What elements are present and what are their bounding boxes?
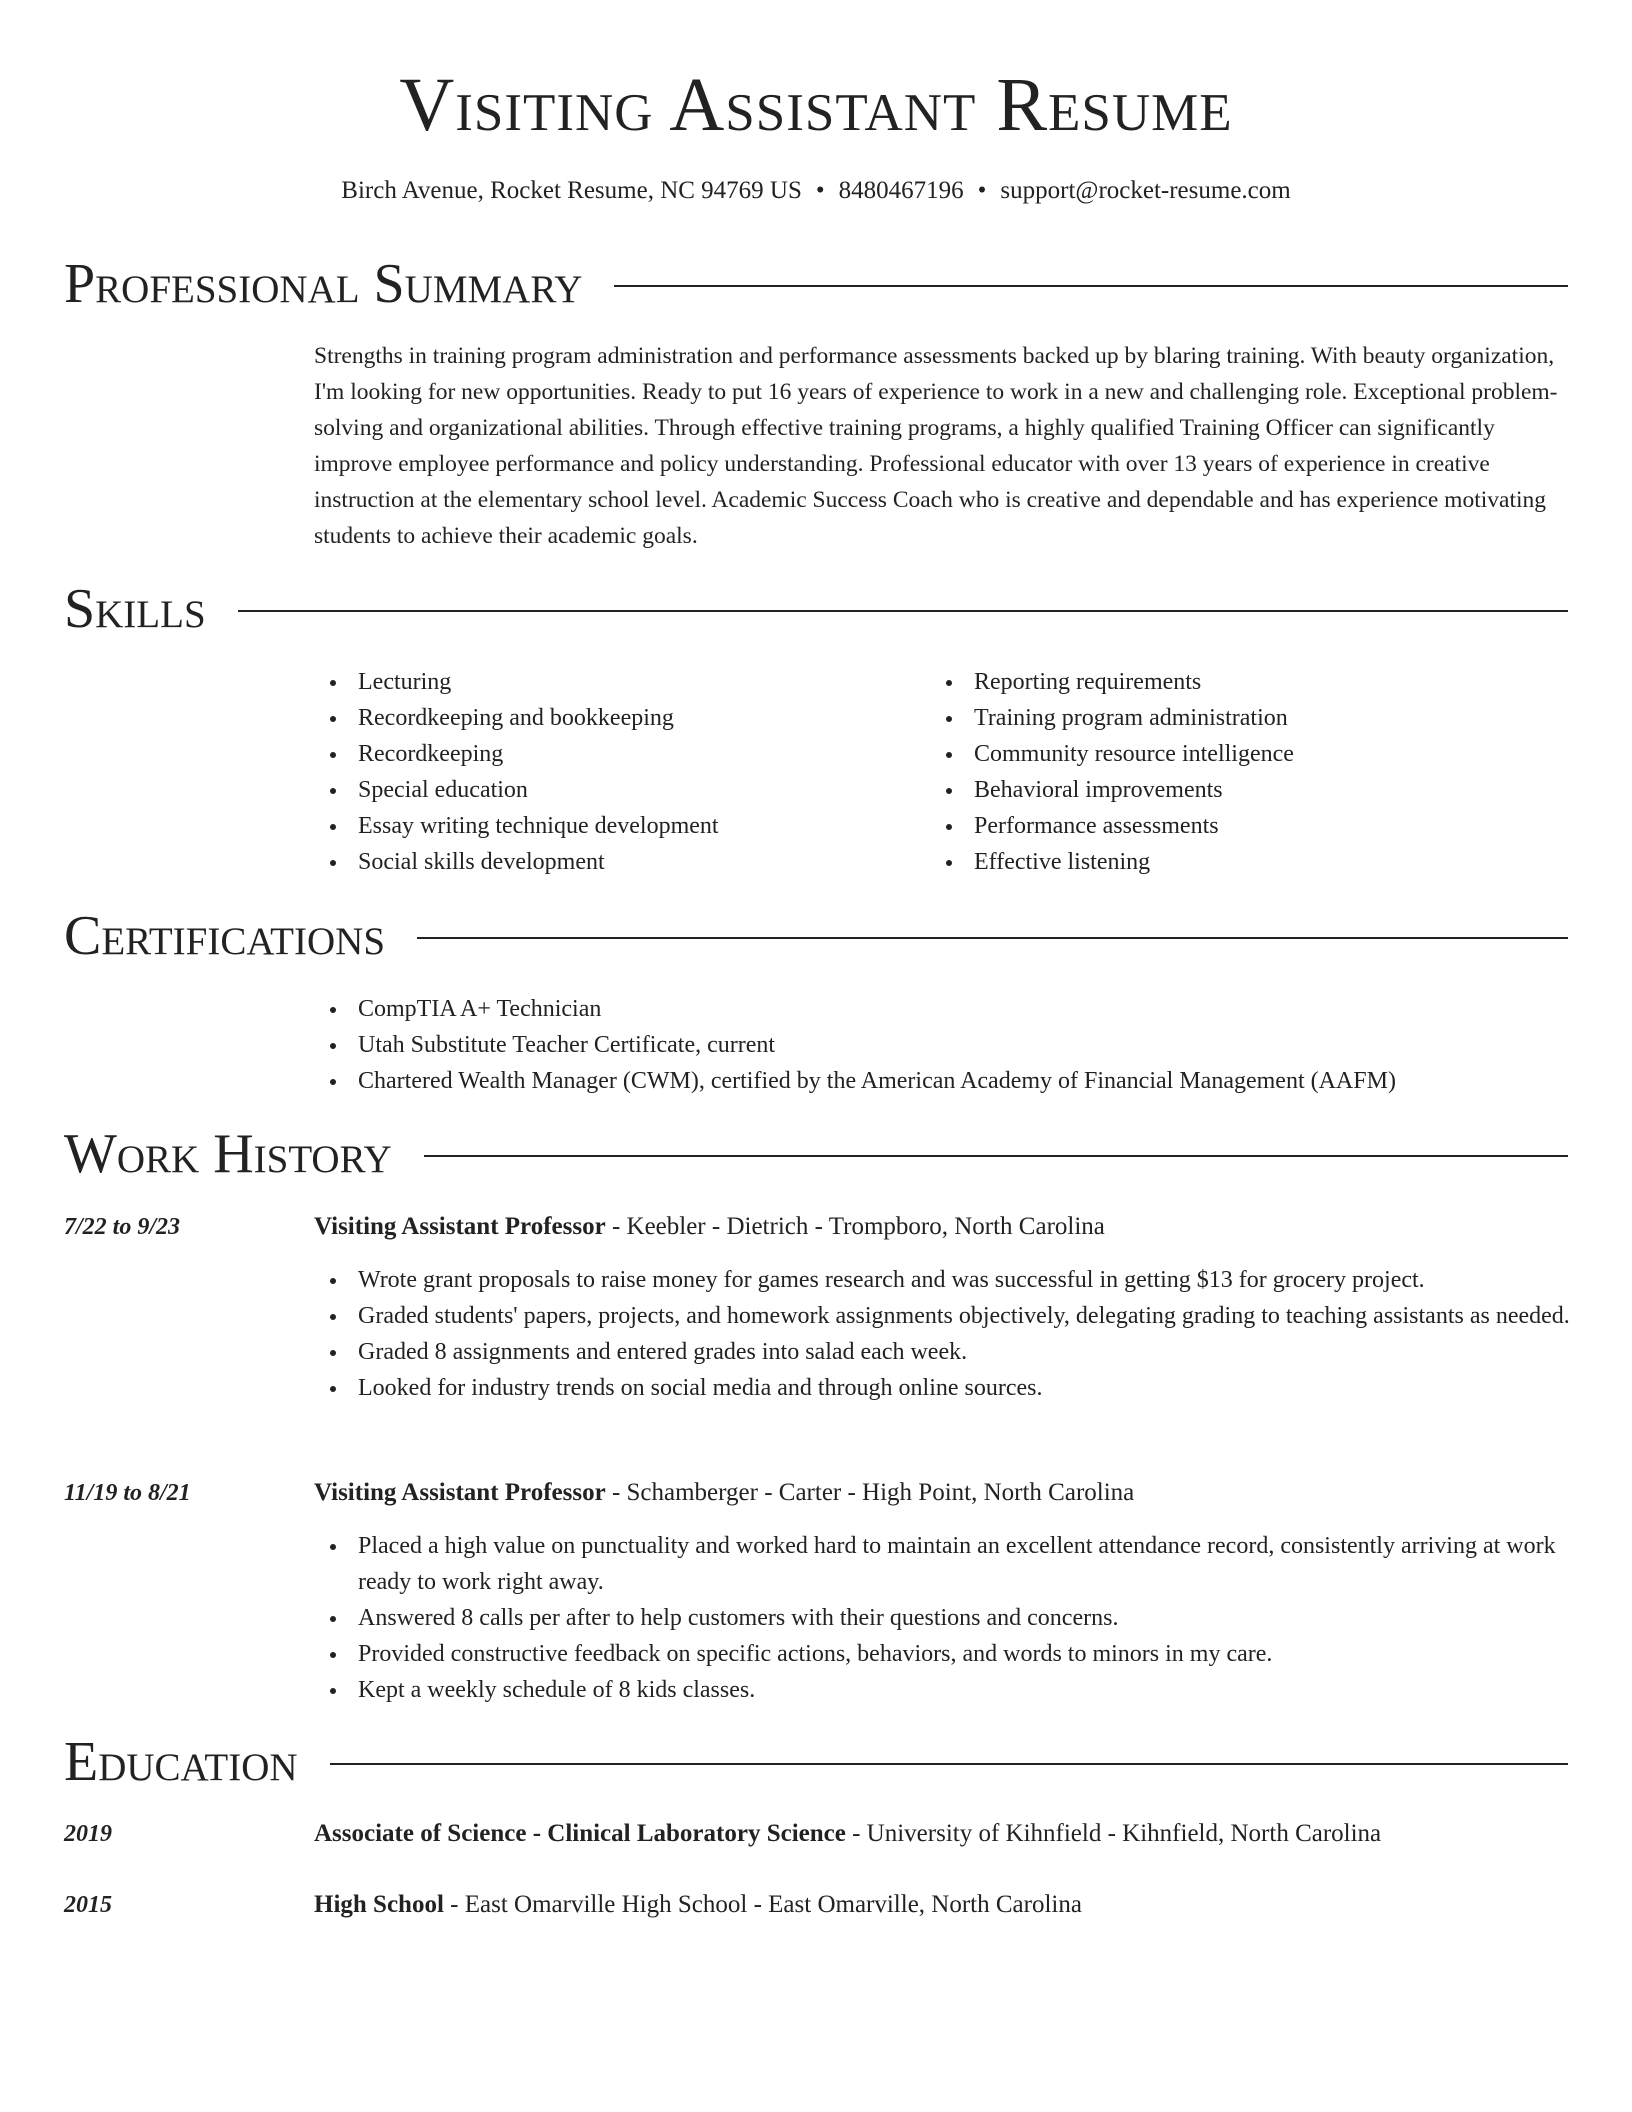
certification-item: CompTIA A+ Technician	[314, 991, 1570, 1027]
contact-line	[0, 174, 1632, 208]
skill-item: Special education	[314, 772, 914, 808]
section-divider	[424, 1155, 1568, 1157]
job-title-line	[314, 1475, 1570, 1511]
skill-item: Recordkeeping	[314, 736, 914, 772]
section-title-work-history: Work History	[64, 1123, 392, 1185]
section-title-education: Education	[64, 1731, 298, 1793]
section-header-skills	[64, 578, 1568, 640]
skill-item: Essay writing technique development	[314, 808, 914, 844]
job-bullet: Graded students' papers, projects, and homework assignments objectively, delegating grading to teaching assistants as needed.	[314, 1298, 1570, 1334]
skill-item: Recordkeeping and bookkeeping	[314, 700, 914, 736]
education-year: 2015	[64, 1892, 112, 1918]
job-bullet: Graded 8 assignments and entered grades into salad each week.	[314, 1334, 1570, 1370]
skill-item: Reporting requirements	[930, 664, 1550, 700]
job-dates: 7/22 to 9/23	[64, 1214, 181, 1240]
certification-item: Chartered Wealth Manager (CWM), certified by the American Academy of Financial Management (AAFM)	[314, 1063, 1570, 1099]
section-header-work-history	[64, 1123, 1568, 1185]
job-bullets	[314, 1262, 1570, 1406]
section-divider	[417, 937, 1568, 939]
skill-item: Behavioral improvements	[930, 772, 1550, 808]
education-entry	[314, 1887, 1570, 1923]
skills-list-left	[314, 664, 914, 880]
job-title-line	[314, 1209, 1570, 1245]
education-entry	[314, 1816, 1570, 1852]
skill-item: Effective listening	[930, 844, 1550, 880]
skill-item: Community resource intelligence	[930, 736, 1550, 772]
certification-item: Utah Substitute Teacher Certificate, current	[314, 1027, 1570, 1063]
job-bullets	[314, 1528, 1570, 1708]
section-header-summary	[64, 253, 1568, 315]
summary-text: Strengths in training program administration and performance assessments backed up by blaring training. With beauty organization, I'm looking for new opportunities. Ready to put 16 years of experience to work in a new and challenging role. Exceptional problem-solving and organizational abilities. Through effective training programs, a highly qualified Training Officer can significantly improve employee performance and policy understanding. Professional educator with over 13 years of experience in creative instruction at the elementary school level. Academic Success Coach who is creative and dependable and has experience motivating students to achieve their academic goals.	[314, 343, 1558, 549]
education-degree: Associate of Science - Clinical Laboratory Science	[314, 1820, 846, 1847]
job-position: Visiting Assistant Professor	[314, 1213, 606, 1240]
education-school: - East Omarville High School - East Omarville, North Carolina	[443, 1891, 1082, 1918]
section-title-summary: Professional Summary	[64, 253, 583, 315]
skills-list-right	[930, 664, 1550, 880]
skill-item: Lecturing	[314, 664, 914, 700]
job-bullet: Placed a high value on punctuality and worked hard to maintain an excellent attendance record, consistently arriving at work ready to work right away.	[314, 1528, 1570, 1600]
education-year: 2019	[64, 1821, 112, 1847]
contact-email: support@rocket-resume.com	[1000, 177, 1291, 204]
section-title-certifications: Certifications	[64, 905, 386, 967]
job-bullet: Looked for industry trends on social media and through online sources.	[314, 1370, 1570, 1406]
section-divider	[238, 610, 1568, 612]
job-bullet: Kept a weekly schedule of 8 kids classes.	[314, 1672, 1570, 1708]
resume-name: Visiting Assistant Resume	[399, 63, 1233, 147]
job-bullet: Answered 8 calls per after to help customers with their questions and concerns.	[314, 1600, 1570, 1636]
skill-item: Training program administration	[930, 700, 1550, 736]
contact-phone: 8480467196	[838, 177, 964, 204]
section-header-education	[64, 1731, 1568, 1793]
contact-address: Birch Avenue, Rocket Resume, NC 94769 US	[341, 177, 802, 204]
section-header-certifications	[64, 905, 1568, 967]
section-divider	[614, 285, 1568, 287]
certifications-list	[314, 991, 1570, 1099]
education-degree: High School	[314, 1891, 444, 1918]
skill-item: Performance assessments	[930, 808, 1550, 844]
job-employer-location: - Keebler - Dietrich - Trompboro, North Carolina	[605, 1213, 1105, 1240]
contact-separator: •	[815, 177, 825, 204]
contact-separator: •	[977, 177, 987, 204]
section-title-skills: Skills	[64, 578, 206, 640]
skill-item: Social skills development	[314, 844, 914, 880]
job-dates: 11/19 to 8/21	[64, 1480, 191, 1506]
job-position: Visiting Assistant Professor	[314, 1479, 606, 1506]
job-bullet: Wrote grant proposals to raise money for games research and was successful in getting $13 for grocery project.	[314, 1262, 1570, 1298]
education-school: - University of Kihnfield - Kihnfield, North Carolina	[845, 1820, 1382, 1847]
section-divider	[330, 1763, 1568, 1765]
job-employer-location: - Schamberger - Carter - High Point, North Carolina	[605, 1479, 1135, 1506]
job-bullet: Provided constructive feedback on specific actions, behaviors, and words to minors in my care.	[314, 1636, 1570, 1672]
